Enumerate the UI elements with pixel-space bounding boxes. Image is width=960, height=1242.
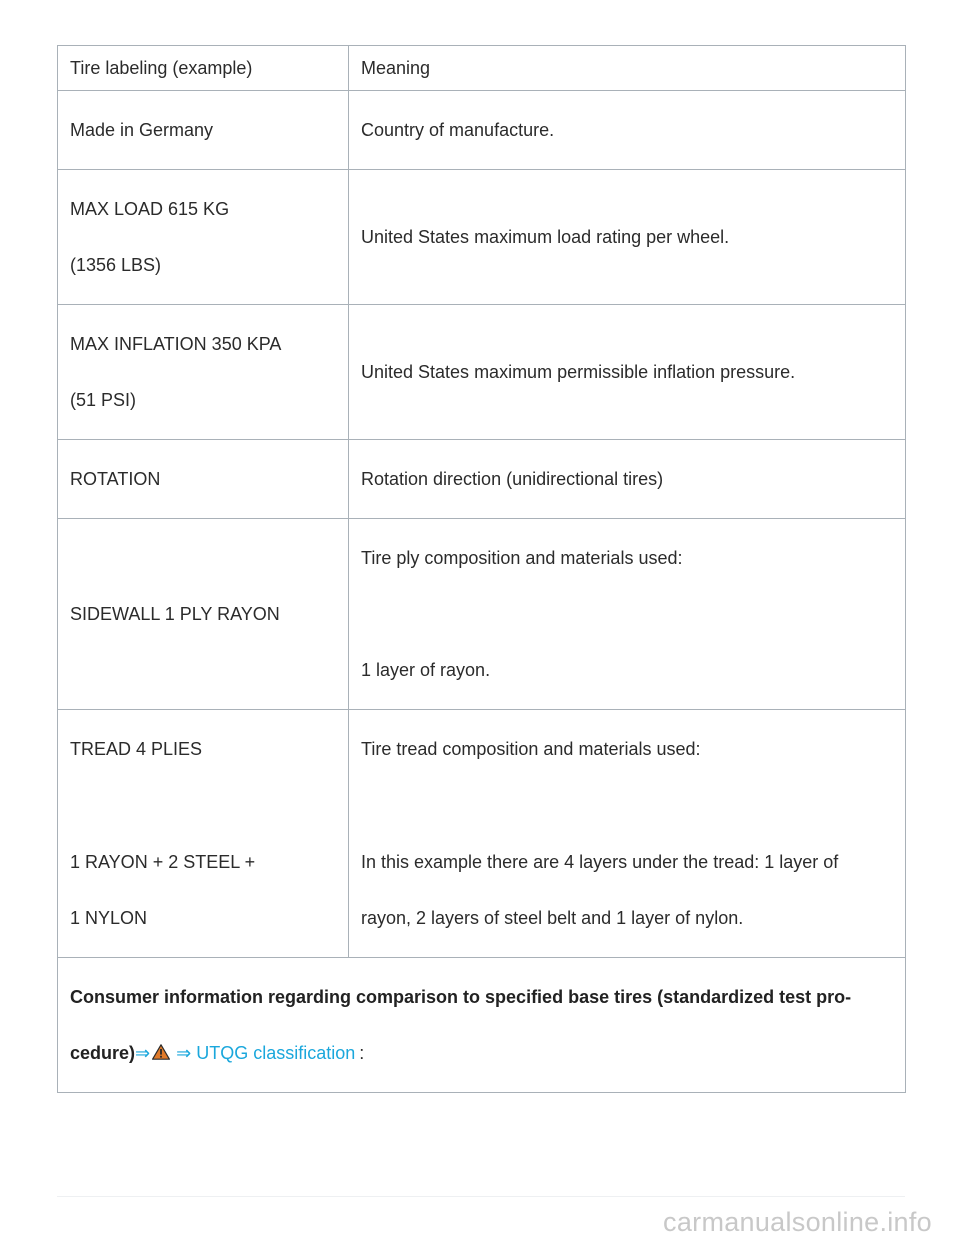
header-cell-meaning: Meaning [349,46,906,91]
meaning-cell: Tire tread composition and materials used: In this example there are 4 layers under the tread: 1 layer of rayon, 2 layers of steel belt and 1 layer of nylon. [349,710,906,958]
warning-triangle-icon[interactable] [152,1044,170,1060]
meaning-cell: United States maximum load rating per wheel. [349,170,906,305]
consumer-info-cell [58,958,906,1093]
label-cell: MAX INFLATION 350 KPA (51 PSI) [58,305,349,440]
meaning-cell: Country of manufacture. [349,91,906,170]
table-header-row [58,46,906,91]
label-cell: Made in Germany [58,91,349,170]
table-row [58,710,906,958]
utqg-classification-link[interactable]: UTQG classification [196,1043,356,1063]
label-cell: MAX LOAD 615 KG (1356 LBS) [58,170,349,305]
meaning-cell: Tire ply composition and materials used: 1 layer of rayon. [349,519,906,710]
table-row [58,305,906,440]
meaning-cell: United States maximum permissible inflation pressure. [349,305,906,440]
table-row [58,170,906,305]
colon-text: : [359,1043,365,1063]
header-cell-labeling: Tire labeling (example) [58,46,349,91]
table-row [58,91,906,170]
arrow-right-icon[interactable]: ⇒ [176,1043,192,1063]
label-cell: SIDEWALL 1 PLY RAYON [58,519,349,710]
table-row [58,519,906,710]
tire-labeling-table [57,45,906,1093]
watermark: carmanualsonline.info [663,1207,932,1237]
consumer-info-text: Consumer information regarding comparison to specified base tires (standardized test pro- [70,987,852,1007]
footer-divider [57,1196,905,1197]
label-cell: TREAD 4 PLIES 1 RAYON + 2 STEEL + 1 NYLON [58,710,349,958]
table-row [58,440,906,519]
consumer-info-text-cont: cedure) [70,1043,136,1063]
consumer-info-row [58,958,906,1093]
label-cell: ROTATION [58,440,349,519]
meaning-cell: Rotation direction (unidirectional tires) [349,440,906,519]
arrow-right-icon[interactable]: ⇒ [135,1043,151,1063]
